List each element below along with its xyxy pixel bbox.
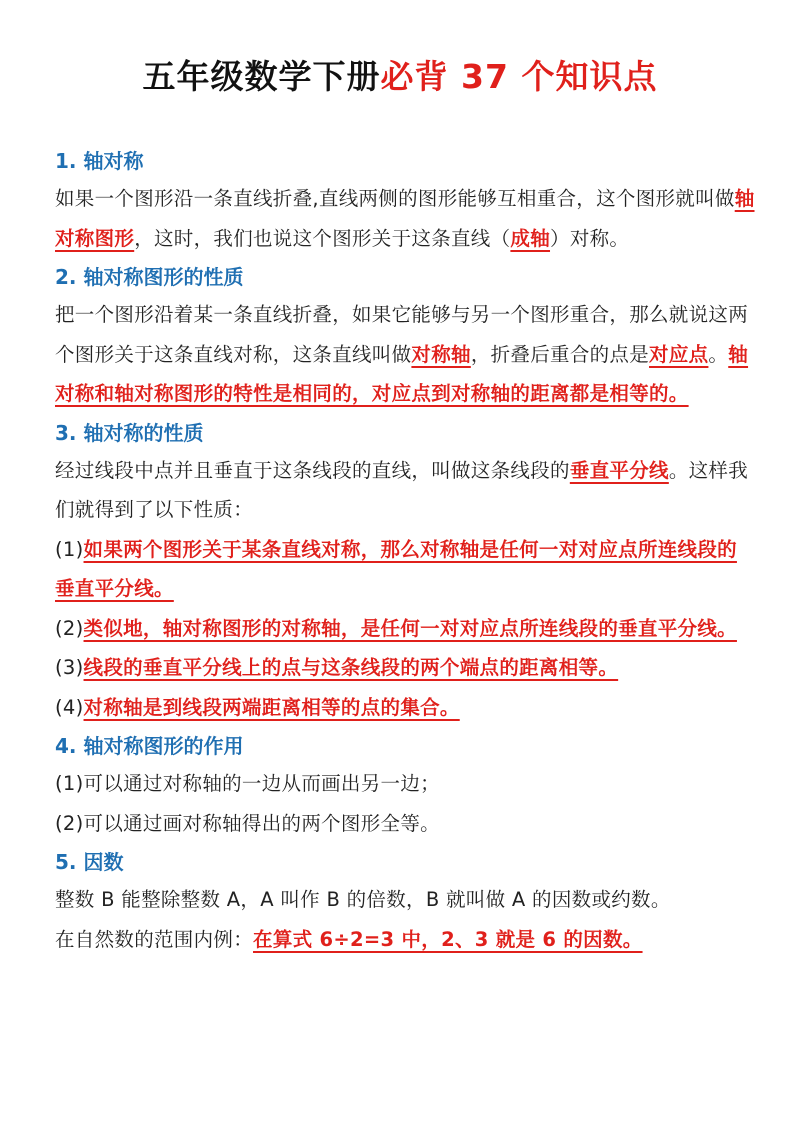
item-number: (1): [55, 537, 84, 561]
page-title: [0, 52, 800, 102]
item-number: (2): [55, 811, 84, 835]
item-text: 可以通过对称轴的一边从而画出另一边；: [83, 772, 440, 795]
text-run: 经过线段中点并且垂直于这条线段的直线，叫做这条线段的: [55, 458, 570, 482]
item-number: (2): [55, 616, 84, 640]
title-main: 五年级数学下册: [142, 57, 381, 96]
section-heading-4: 4. 轴对称图形的作用: [55, 734, 244, 758]
item-number: (4): [55, 695, 84, 719]
highlight-symmetry-axis: 对称轴: [411, 342, 471, 366]
item-text: 如果两个图形关于某条直线对称，那么对称轴是任何一对对应点所连线段的垂直平分线。: [55, 537, 737, 600]
text-run: 在自然数的范围内例：: [55, 927, 254, 951]
section-heading-2: 2. 轴对称图形的性质: [55, 265, 244, 289]
text-run: ）对称。: [550, 226, 630, 250]
section-1-paragraph: [55, 179, 755, 258]
list-item: [55, 688, 755, 728]
text-run: 如果一个图形沿一条直线折叠,直线两侧的图形能够互相重合，这个图形就叫做: [55, 187, 735, 210]
highlight-property-statement: 轴对称和轴对称图形的特性是相同的，对应点到对称轴的距离都是相等的。: [55, 342, 749, 405]
text-run: 。这样我们就得到了以下性质：: [55, 458, 749, 521]
text-run: ，这时，我们也说这个图形关于这条直线（: [134, 226, 511, 250]
section-5-paragraph-2: [55, 920, 755, 960]
text-run: ，折叠后重合的点是: [470, 342, 650, 366]
item-text: 类似地，轴对称图形的对称轴，是任何一对对应点所连线段的垂直平分线。: [83, 616, 737, 640]
document-body: [55, 142, 755, 959]
list-item: [55, 530, 755, 609]
section-heading-1: 1. 轴对称: [55, 149, 144, 173]
section-heading-5: 5. 因数: [55, 850, 124, 874]
item-number: (1): [55, 772, 84, 795]
item-text: 可以通过画对称轴得出的两个图形全等。: [83, 811, 440, 835]
text-run: 。: [708, 342, 729, 366]
list-item: [55, 648, 755, 688]
list-item: [55, 764, 755, 804]
section-5-paragraph-1: 整数 B 能整除整数 A，A 叫作 B 的倍数，B 就叫做 A 的因数或约数。: [55, 888, 671, 911]
highlight-cheng-zhou: 成轴: [510, 226, 551, 250]
highlight-corresponding-point: 对应点: [649, 342, 709, 366]
section-3-paragraph: [55, 451, 755, 530]
highlight-axisymmetric-figure: 轴对称图形: [55, 187, 755, 250]
highlight-perpendicular-bisector: 垂直平分线: [569, 458, 669, 482]
section-2-paragraph: [55, 295, 755, 414]
list-item: [55, 609, 755, 649]
text-run: 把一个图形沿着某一条直线折叠，如果它能够与另一个图形重合，那么就说这两个图形关于这条直线对称，这条直线叫做: [55, 303, 749, 366]
highlight-factor-example: 在算式 6÷2=3 中，2、3 就是 6 的因数。: [253, 927, 643, 951]
item-number: (3): [55, 656, 84, 679]
title-highlight: 必背 37 个知识点: [380, 57, 658, 96]
section-heading-3: 3. 轴对称的性质: [55, 420, 204, 445]
list-item: [55, 804, 755, 844]
item-text: 对称轴是到线段两端距离相等的点的集合。: [83, 695, 460, 719]
item-text: 线段的垂直平分线上的点与这条线段的两个端点的距离相等。: [83, 656, 619, 679]
